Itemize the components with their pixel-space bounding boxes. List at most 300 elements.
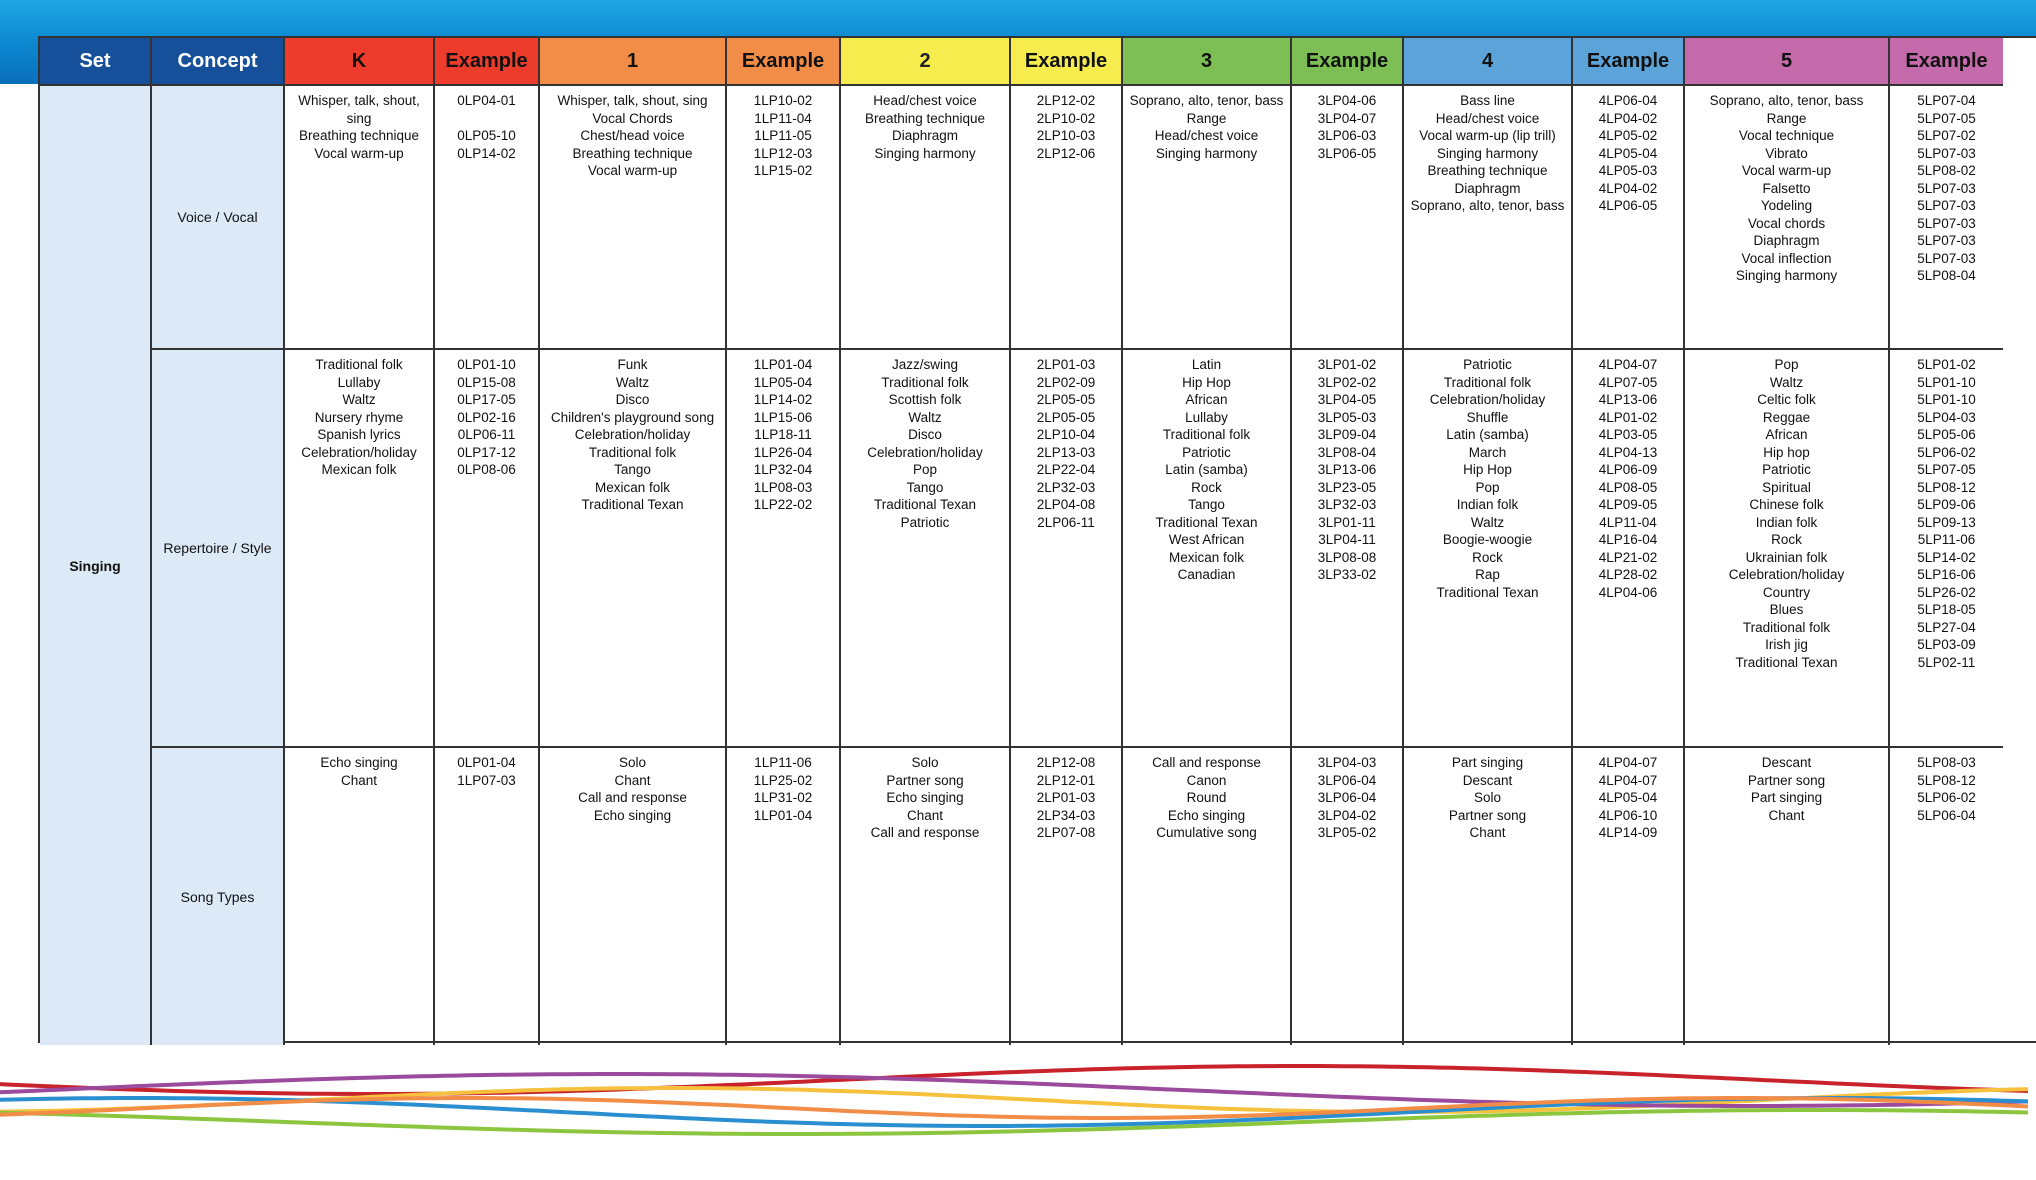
concept-item: Funk [617,357,648,372]
concept-items-cell [1123,86,1292,350]
example-code: 1LP31-02 [753,790,813,805]
concept-items-list [285,748,433,789]
concept-item: Chant [614,772,651,788]
concept-item: Spiritual [1762,479,1811,495]
example-codes-cell [435,350,540,748]
example-code: 4LP01-02 [1598,409,1658,425]
example-code: 1LP08-03 [753,479,813,495]
decorative-waves [0,1060,2036,1180]
concept-item: Head/chest voice [1154,128,1259,143]
header-set: Set [40,38,152,86]
example-code: 5LP06-04 [1917,807,1976,823]
example-code: 4LP08-05 [1598,479,1658,495]
concept-items-list [1685,86,1888,285]
concept-item: Reggae [1762,409,1811,425]
example-code: 5LP02-11 [1917,654,1976,670]
concept-item: Waltz [1470,514,1505,530]
example-code: 2LP12-01 [1036,772,1096,788]
concept-item: Soprano, alto, tenor, bass [1709,93,1864,108]
example-code: 4LP06-04 [1598,93,1658,108]
example-codes-list [727,350,839,514]
concept-item: Pop [1475,479,1500,495]
example-codes-list [1292,86,1402,162]
concept-item: Vocal warm-up (lip trill) [1419,128,1556,143]
example-code: 1LP07-03 [457,772,516,788]
concept-item: Whisper, talk, shout, [298,93,420,108]
concept-item: Solo [618,755,647,770]
example-code: 3LP09-04 [1317,427,1377,442]
concept-item: Rock [1191,479,1222,495]
concept-item: Echo singing [320,755,398,770]
concept-items-list [1404,748,1571,842]
example-code: 2LP22-04 [1036,462,1096,477]
concept-items-list [1123,748,1290,842]
concept-item: Nursery rhyme [314,409,404,425]
example-code: 1LP11-05 [754,128,812,143]
example-code: 0LP17-12 [457,444,516,460]
concept-item: Vibrato [1765,145,1808,161]
example-code: 1LP01-04 [753,807,813,823]
example-code: 0LP02-16 [457,409,516,425]
example-code: 4LP04-06 [1598,584,1658,600]
example-code: 5LP07-03 [1917,180,1976,196]
header-concept: Concept [152,38,285,86]
example-code: 4LP14-09 [1598,825,1658,840]
example-code: 3LP06-04 [1317,790,1377,805]
concept-items-list [1685,748,1888,824]
example-codes-cell [1573,86,1685,350]
example-code: 0LP17-05 [457,392,516,407]
concept-item: Diaphragm [891,128,959,143]
concept-item: Celebration/holiday [867,444,983,460]
concept-item: sing [346,110,372,126]
concept-item: Mexican folk [1168,549,1245,565]
concept-items-cell [1404,350,1573,748]
example-codes-list [727,748,839,824]
example-codes-list [435,748,538,789]
example-code: 5LP27-04 [1917,619,1976,635]
example-code: 5LP01-10 [1917,374,1976,390]
header-example-5: Example [1890,38,2003,86]
concept-items-cell [841,350,1011,748]
concept-items-list [540,748,725,824]
example-code: 5LP07-03 [1917,198,1976,213]
concept-item: Range [1186,110,1227,126]
example-codes-list [1292,748,1402,842]
example-code: 5LP07-03 [1917,215,1976,231]
concept-items-cell [1685,350,1890,748]
example-code: 3LP04-11 [1318,532,1376,547]
example-codes-cell [727,86,841,350]
concept-item: Call and response [1152,755,1261,770]
example-code [437,110,536,128]
concept-item: Ukrainian folk [1745,549,1828,565]
concept-item: Diaphragm [1753,233,1820,248]
example-code: 4LP06-09 [1598,462,1658,477]
concept-item: Celebration/holiday [574,427,691,442]
concept-item: Hip hop [1763,444,1810,460]
example-code: 5LP04-03 [1917,409,1976,425]
concept-item: Mexican folk [321,462,397,477]
concept-items-cell [540,350,727,748]
concept-item: Whisper, talk, shout, sing [557,93,708,108]
example-codes-cell [727,350,841,748]
example-code: 1LP12-03 [753,145,813,161]
concept-item: Call and response [870,825,980,840]
header-grade-K: K [285,38,435,86]
example-code: 2LP04-08 [1036,497,1096,512]
example-code: 4LP03-05 [1598,427,1658,442]
concept-item: Soprano, alto, tenor, bass [1410,198,1565,213]
example-code: 5LP08-04 [1917,268,1976,283]
concept-item: Boogie-woogie [1442,532,1533,547]
example-code: 3LP05-02 [1317,825,1377,840]
example-code: 5LP16-06 [1917,567,1976,582]
concept-item: Country [1762,584,1811,600]
example-code: 5LP01-02 [1917,357,1976,372]
example-code: 2LP13-03 [1036,444,1096,460]
concept-item: Round [1186,790,1227,805]
concept-items-cell [1123,748,1292,1045]
example-code: 2LP05-05 [1036,392,1096,407]
concept-label: Song Types [152,748,285,1045]
example-code: 4LP04-07 [1598,772,1658,788]
example-code: 4LP05-04 [1598,145,1658,161]
concept-label: Repertoire / Style [152,350,285,748]
example-codes-list [1011,86,1121,162]
concept-item: Patriotic [1463,357,1512,372]
concept-item: Traditional folk [1742,619,1831,635]
concept-item: Traditional Texan [581,497,684,512]
example-code: 2LP10-04 [1036,427,1096,442]
example-code: 4LP06-10 [1598,807,1658,823]
example-code: 0LP01-10 [457,357,516,372]
example-codes-list [1573,748,1683,842]
example-code: 5LP08-03 [1917,755,1976,770]
concept-item: Traditional folk [315,357,403,372]
example-codes-cell [1292,350,1404,748]
concept-item: African [1185,392,1228,407]
example-code: 4LP05-02 [1598,128,1658,143]
example-code: 1LP05-04 [753,374,813,390]
concept-item: Tango [614,462,651,477]
example-code: 3LP04-02 [1317,807,1377,823]
concept-item: Children's playground song [550,409,715,425]
example-code: 1LP22-02 [753,497,813,512]
example-codes-list [1011,350,1121,531]
example-code: 3LP06-04 [1317,772,1377,788]
example-code: 3LP05-03 [1317,409,1377,425]
example-code: 5LP26-02 [1917,584,1976,600]
concept-item: Indian folk [1456,497,1519,512]
example-code: 0LP06-11 [457,427,516,442]
concept-item: Patriotic [1182,444,1231,460]
concept-item: Breathing technique [298,128,420,143]
concept-item: Hip Hop [1182,374,1231,390]
concept-item: Part singing [1451,755,1524,770]
concept-item: Vocal inflection [1741,250,1832,266]
example-codes-cell [1573,350,1685,748]
concept-items-cell [1685,748,1890,1045]
concept-item: Pop [1774,357,1799,372]
concept-item: Rap [1475,567,1500,582]
example-code: 5LP07-05 [1917,110,1976,126]
concept-item: Traditional folk [588,444,677,460]
curriculum-table [38,36,2036,1043]
concept-item: Rock [1771,532,1802,547]
example-code: 1LP15-02 [753,163,813,178]
example-codes-list [1573,350,1683,601]
example-code: 4LP06-05 [1598,198,1658,213]
concept-item: Head/chest voice [873,93,977,108]
example-code: 2LP06-11 [1037,514,1095,530]
concept-item: Head/chest voice [1435,110,1540,126]
example-code: 2LP07-08 [1036,825,1096,840]
example-code: 5LP14-02 [1917,549,1976,565]
concept-item: Mexican folk [594,479,671,495]
example-code: 3LP02-02 [1317,374,1377,390]
example-code: 3LP32-03 [1317,497,1377,512]
concept-item: Chinese folk [1749,497,1824,512]
example-codes-cell [435,86,540,350]
example-codes-cell [1573,748,1685,1045]
concept-item: Indian folk [1755,514,1818,530]
example-code: 5LP06-02 [1917,444,1976,460]
example-code: 5LP07-05 [1917,462,1976,477]
concept-item: Patriotic [1762,462,1811,477]
concept-item: Hip Hop [1463,462,1512,477]
concept-items-cell [1123,350,1292,748]
concept-items-list [285,86,433,162]
concept-item: Echo singing [886,790,964,805]
concept-item: Tango [906,479,944,495]
header-grade-4: 4 [1404,38,1573,86]
example-code: 4LP16-04 [1598,532,1658,547]
example-code: 2LP12-02 [1036,93,1096,108]
wave-line [0,1110,2028,1134]
concept-item: Latin [1191,357,1222,372]
concept-item: Singing harmony [1436,145,1539,161]
header-grade-2: 2 [841,38,1011,86]
concept-item: Descant [1761,755,1812,770]
concept-item: Irish jig [1765,637,1808,652]
example-code: 1LP18-11 [754,427,812,442]
concept-item: Tango [1188,497,1225,512]
example-code: 0LP15-08 [457,374,516,390]
concept-item: Singing harmony [1155,145,1258,161]
concept-item: Traditional folk [1443,374,1532,390]
concept-item: Waltz [342,392,376,407]
concept-item: Canadian [1177,567,1236,582]
example-code: 2LP01-03 [1036,357,1096,372]
concept-item: Descant [1462,772,1513,788]
concept-item: Cumulative song [1156,825,1257,840]
example-code: 3LP08-04 [1317,444,1377,460]
header-example-2: Example [1011,38,1123,86]
example-code: 2LP10-03 [1036,128,1096,143]
example-code: 3LP04-07 [1317,110,1377,126]
concept-items-list [841,86,1009,162]
concept-item: Canon [1186,772,1227,788]
concept-items-cell [540,748,727,1045]
example-code: 4LP04-07 [1598,357,1658,372]
example-code: 0LP14-02 [457,145,516,161]
concept-items-cell [285,748,435,1045]
concept-items-cell [1404,86,1573,350]
concept-item: Lullaby [337,374,381,390]
example-code: 0LP01-04 [457,755,516,770]
example-code: 5LP01-10 [1917,392,1976,407]
concept-item: Chant [906,807,944,823]
concept-items-cell [841,748,1011,1045]
example-codes-cell [727,748,841,1045]
concept-item: Chant [340,772,378,788]
example-code: 3LP06-03 [1317,128,1377,143]
concept-item: Waltz [908,409,942,425]
concept-item: Pop [912,462,938,477]
example-codes-list [1890,86,2003,285]
header-example-4: Example [1573,38,1685,86]
concept-item: Bass line [1460,93,1515,108]
concept-item: Partner song [1448,807,1527,823]
concept-item: Shuffle [1466,409,1509,425]
concept-items-cell [285,350,435,748]
concept-item: Latin (samba) [1165,462,1248,477]
concept-item: Part singing [1750,790,1823,805]
concept-items-list [1123,86,1290,162]
example-codes-cell [435,748,540,1045]
example-code: 5LP08-02 [1917,163,1976,178]
concept-item: Celebration/holiday [301,444,417,460]
example-code: 5LP07-03 [1917,233,1976,248]
example-code: 1LP10-02 [753,93,813,108]
concept-item: Breathing technique [1427,163,1548,178]
concept-items-list [841,748,1009,842]
concept-items-list [540,86,725,180]
header-grade-1: 1 [540,38,727,86]
example-code: 2LP32-03 [1036,479,1096,495]
example-codes-list [435,350,538,479]
concept-item: Breathing technique [572,145,693,161]
concept-item: Vocal Chords [592,110,673,126]
concept-item: Vocal chords [1747,215,1826,231]
example-code: 1LP11-04 [754,110,812,126]
example-code: 4LP04-02 [1598,180,1658,196]
concept-item: Solo [1473,790,1502,805]
concept-item: Falsetto [1762,180,1811,196]
example-code: 5LP07-04 [1917,93,1976,108]
concept-items-list [1123,350,1290,584]
concept-item: Traditional folk [881,374,969,390]
example-code: 1LP32-04 [753,462,813,477]
concept-items-list [1685,350,1888,671]
example-code: 3LP06-05 [1317,145,1377,161]
example-code: 5LP08-12 [1917,479,1976,495]
example-code: 2LP10-02 [1036,110,1096,126]
concept-item: Vocal warm-up [314,145,404,161]
example-code: 4LP13-06 [1598,392,1658,407]
concept-item: Vocal technique [1738,128,1835,143]
concept-items-cell [540,86,727,350]
concept-item: Soprano, alto, tenor, bass [1129,93,1284,108]
concept-item: Echo singing [1167,807,1246,823]
example-code: 2LP12-06 [1036,145,1096,161]
concept-items-list [285,350,433,479]
concept-items-cell [841,86,1011,350]
example-code: 4LP04-07 [1598,755,1658,770]
example-code: 4LP07-05 [1598,374,1658,390]
example-code: 2LP12-08 [1036,755,1096,770]
concept-item: Patriotic [900,514,950,530]
example-code: 3LP04-05 [1317,392,1377,407]
example-code: 2LP05-05 [1036,409,1096,425]
example-code: 1LP15-06 [753,409,813,425]
header-example-1: Example [727,38,841,86]
example-code: 2LP01-03 [1036,790,1096,805]
concept-items-list [1404,86,1571,215]
example-code: 2LP34-03 [1036,807,1096,823]
example-codes-list [1011,748,1121,842]
concept-items-cell [285,86,435,350]
concept-item: Diaphragm [1454,180,1521,196]
example-code: 5LP18-05 [1917,602,1976,617]
header-grade-3: 3 [1123,38,1292,86]
concept-items-list [1404,350,1571,601]
example-code: 4LP21-02 [1598,549,1658,565]
example-code: 3LP23-05 [1317,479,1377,495]
concept-item: Partner song [886,772,964,788]
concept-item: Traditional Texan [1735,654,1838,670]
concept-item: Echo singing [593,807,672,823]
example-code: 3LP13-06 [1317,462,1377,477]
example-codes-cell [1292,748,1404,1045]
header-example-K: Example [435,38,540,86]
concept-item: Celebration/holiday [1429,392,1546,407]
example-code: 5LP03-09 [1917,637,1976,652]
concept-item: Vocal warm-up [1741,163,1832,178]
example-code: 5LP07-02 [1917,128,1976,143]
example-code: 3LP01-02 [1317,357,1377,372]
concept-items-list [540,350,725,514]
concept-item: Chant [1768,807,1805,823]
concept-item: Traditional folk [1162,427,1251,442]
concept-item: Solo [911,755,939,770]
example-code: 1LP26-04 [753,444,813,460]
concept-item: Yodeling [1760,198,1813,213]
example-code: 2LP02-09 [1036,374,1096,390]
example-codes-list [1890,748,2003,824]
concept-item: Latin (samba) [1446,427,1529,442]
example-code: 0LP04-01 [457,93,516,108]
example-code: 3LP04-06 [1317,93,1377,108]
example-codes-cell [1011,748,1123,1045]
example-codes-list [1573,86,1683,215]
set-name: Singing [40,86,152,1045]
example-code: 4LP11-04 [1599,514,1657,530]
example-codes-cell [1890,86,2003,350]
concept-item: Partner song [1747,772,1826,788]
example-codes-list [727,86,839,180]
concept-items-list [841,350,1009,531]
concept-item: Chant [1469,825,1506,840]
concept-item: West African [1168,532,1245,547]
example-code: 3LP01-11 [1318,514,1376,530]
example-codes-cell [1890,748,2003,1045]
example-codes-list [1292,350,1402,584]
concept-item: Singing harmony [874,145,976,161]
concept-item: Rock [1472,549,1503,565]
concept-item: Waltz [1769,374,1804,390]
